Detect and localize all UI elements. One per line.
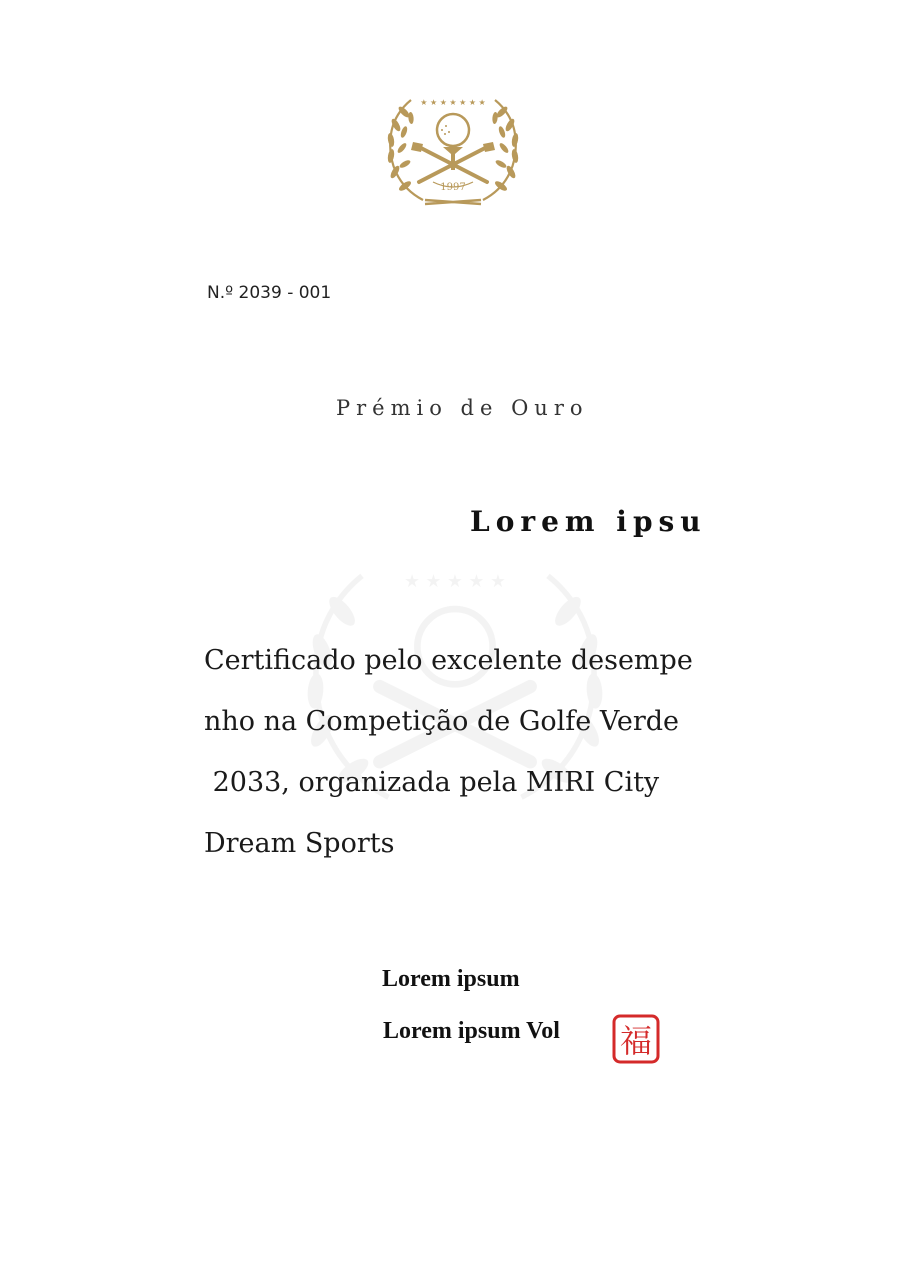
signature-line-2: Lorem ipsum Vol — [383, 1018, 560, 1044]
golf-club-emblem-logo — [383, 92, 523, 212]
body-line: Dream Sports — [204, 828, 395, 859]
seal-glyph: 福 — [619, 1022, 653, 1060]
red-seal-stamp-icon — [612, 1014, 660, 1064]
body-line: Certificado pelo excelente desempe — [204, 645, 693, 676]
svg-text:★ ★ ★ ★ ★: ★ ★ ★ ★ ★ — [404, 571, 506, 592]
svg-text:★ ★ ★ ★ ★ ★ ★: ★ ★ ★ ★ ★ ★ ★ — [420, 98, 486, 107]
certificate-body-text — [204, 630, 724, 874]
recipient-name: Lorem ipsu — [470, 505, 707, 538]
award-title: Prémio de Ouro — [336, 396, 589, 420]
signature-line-1: Lorem ipsum — [382, 966, 520, 992]
body-line: nho na Competição de Golfe Verde — [204, 706, 680, 737]
emblem-year: 1997 — [440, 182, 466, 193]
body-line: 2033, organizada pela MIRI City — [204, 767, 660, 798]
certificate-number: N.º 2039 - 001 — [207, 283, 332, 303]
